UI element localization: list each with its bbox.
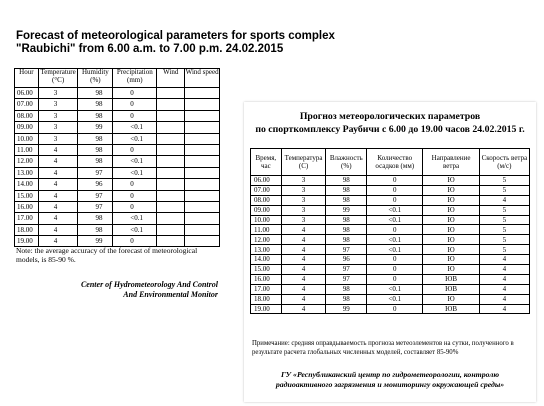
- table-row: [15, 133, 220, 144]
- table-cell: Ю: [423, 294, 479, 304]
- table-row: [251, 205, 530, 215]
- table-cell: 18.00: [15, 224, 39, 235]
- russian-table-body: [251, 176, 530, 314]
- russian-forecast-table: [250, 148, 530, 314]
- table-cell: [185, 144, 220, 155]
- table-cell: [157, 122, 185, 133]
- table-cell: [185, 122, 220, 133]
- table-cell: 4: [479, 284, 529, 294]
- table-row: [15, 224, 220, 235]
- table-cell: 97: [78, 201, 113, 212]
- table-cell: 3: [281, 205, 326, 215]
- table-cell: 4: [38, 201, 78, 212]
- table-cell: 0: [367, 255, 423, 265]
- table-cell: 4: [479, 294, 529, 304]
- table-row: [251, 284, 530, 294]
- table-cell: [157, 88, 185, 99]
- table-cell: 3: [281, 195, 326, 205]
- table-cell: 5: [479, 185, 529, 195]
- table-cell: 0: [113, 88, 157, 99]
- table-cell: 3: [281, 185, 326, 195]
- english-organization: Center of Hydrometeorology And Control And Environmental Monitor: [80, 280, 218, 299]
- table-cell: 4: [38, 179, 78, 190]
- english-forecast-table: [14, 68, 220, 247]
- header-temperature: Temperature (°C): [38, 69, 78, 88]
- table-row: [251, 245, 530, 255]
- table-cell: 5: [479, 215, 529, 225]
- table-cell: [157, 99, 185, 110]
- table-cell: 97: [78, 167, 113, 178]
- table-cell: 5: [479, 235, 529, 245]
- table-cell: [185, 213, 220, 224]
- table-cell: 99: [326, 304, 367, 314]
- table-cell: [185, 99, 220, 110]
- table-cell: 0: [113, 179, 157, 190]
- table-cell: 07.00: [251, 185, 282, 195]
- table-cell: 0: [367, 176, 423, 186]
- table-cell: <0.1: [367, 215, 423, 225]
- header-humidity: Влажность (%): [326, 149, 367, 176]
- table-row: [15, 201, 220, 212]
- table-cell: 96: [326, 255, 367, 265]
- table-cell: 3: [38, 133, 78, 144]
- table-header-row: [251, 149, 530, 176]
- table-cell: 97: [326, 274, 367, 284]
- table-row: [15, 156, 220, 167]
- russian-title: Прогноз метеорологических параметров по спорткомплексу Раубичи с 6.00 до 19.00 часов 24.02.2015 г.: [255, 111, 525, 135]
- table-cell: [185, 88, 220, 99]
- table-cell: 98: [78, 144, 113, 155]
- header-wind-speed: Wind speed: [185, 69, 220, 88]
- table-row: [251, 215, 530, 225]
- table-cell: [157, 201, 185, 212]
- table-cell: 4: [38, 224, 78, 235]
- table-cell: 4: [281, 225, 326, 235]
- table-cell: 98: [326, 225, 367, 235]
- table-cell: 98: [326, 176, 367, 186]
- table-cell: [185, 179, 220, 190]
- table-cell: 0: [113, 110, 157, 121]
- table-cell: 0: [113, 190, 157, 201]
- english-title: Forecast of meteorological parameters for sports complex "Raubichi" from 6.00 a.m. to 7.00 p.m. 24.02.2015: [16, 30, 335, 55]
- header-wind-speed: Скорость ветра (м/с): [479, 149, 529, 176]
- table-cell: 0: [367, 185, 423, 195]
- table-cell: 4: [281, 255, 326, 265]
- table-row: [251, 294, 530, 304]
- table-cell: <0.1: [367, 245, 423, 255]
- table-cell: 4: [281, 235, 326, 245]
- table-cell: [157, 213, 185, 224]
- table-cell: 09.00: [251, 205, 282, 215]
- table-cell: 4: [38, 236, 78, 247]
- table-cell: 06.00: [251, 176, 282, 186]
- table-cell: Ю: [423, 195, 479, 205]
- table-row: [15, 179, 220, 190]
- table-cell: 4: [479, 274, 529, 284]
- table-cell: 0: [113, 236, 157, 247]
- table-cell: 4: [479, 255, 529, 265]
- table-cell: 16.00: [251, 274, 282, 284]
- table-cell: 3: [38, 110, 78, 121]
- table-row: [251, 304, 530, 314]
- table-cell: [157, 156, 185, 167]
- table-cell: <0.1: [113, 213, 157, 224]
- header-hour: Hour: [15, 69, 39, 88]
- table-cell: 12.00: [15, 156, 39, 167]
- table-cell: 99: [78, 236, 113, 247]
- table-cell: 0: [367, 195, 423, 205]
- table-cell: 19.00: [251, 304, 282, 314]
- table-cell: 4: [479, 195, 529, 205]
- table-cell: 0: [367, 225, 423, 235]
- table-cell: [185, 224, 220, 235]
- table-cell: 09.00: [15, 122, 39, 133]
- table-cell: 0: [367, 274, 423, 284]
- table-cell: 11.00: [251, 225, 282, 235]
- table-cell: 98: [78, 156, 113, 167]
- header-humidity: Humidity (%): [78, 69, 113, 88]
- table-row: [15, 167, 220, 178]
- table-cell: 98: [78, 224, 113, 235]
- table-cell: 4: [281, 284, 326, 294]
- table-cell: 96: [78, 179, 113, 190]
- table-row: [251, 195, 530, 205]
- table-cell: 4: [281, 304, 326, 314]
- table-cell: <0.1: [367, 235, 423, 245]
- table-cell: 19.00: [15, 236, 39, 247]
- table-cell: ЮВ: [423, 274, 479, 284]
- table-cell: 98: [78, 110, 113, 121]
- table-cell: 98: [78, 213, 113, 224]
- table-cell: Ю: [423, 235, 479, 245]
- table-cell: 3: [38, 99, 78, 110]
- table-cell: Ю: [423, 255, 479, 265]
- table-cell: Ю: [423, 176, 479, 186]
- table-cell: 99: [78, 122, 113, 133]
- table-row: [15, 144, 220, 155]
- table-row: [251, 235, 530, 245]
- header-temperature: Температура (С): [281, 149, 326, 176]
- table-cell: 0: [113, 201, 157, 212]
- table-cell: Ю: [423, 215, 479, 225]
- table-cell: 14.00: [15, 179, 39, 190]
- table-cell: 5: [479, 176, 529, 186]
- table-cell: 15.00: [251, 265, 282, 275]
- table-cell: [185, 167, 220, 178]
- table-cell: [185, 190, 220, 201]
- table-cell: 98: [326, 195, 367, 205]
- table-cell: Ю: [423, 185, 479, 195]
- table-cell: 98: [326, 215, 367, 225]
- table-cell: <0.1: [367, 205, 423, 215]
- table-cell: 06.00: [15, 88, 39, 99]
- header-precipitation: Количество осадков (мм): [367, 149, 423, 176]
- table-cell: 13.00: [251, 245, 282, 255]
- table-cell: 17.00: [15, 213, 39, 224]
- table-cell: 4: [479, 265, 529, 275]
- header-wind: Wind: [157, 69, 185, 88]
- table-cell: [157, 110, 185, 121]
- table-cell: ЮВ: [423, 304, 479, 314]
- table-cell: <0.1: [367, 284, 423, 294]
- table-header-row: [15, 69, 220, 88]
- table-row: [251, 176, 530, 186]
- header-time: Время, час: [251, 149, 282, 176]
- table-cell: 18.00: [251, 294, 282, 304]
- table-cell: 13.00: [15, 167, 39, 178]
- table-cell: 4: [38, 156, 78, 167]
- table-cell: 0: [367, 265, 423, 275]
- table-cell: 16.00: [15, 201, 39, 212]
- table-cell: <0.1: [113, 133, 157, 144]
- table-row: [15, 213, 220, 224]
- russian-organization: ГУ «Республиканский центр по гидрометеорологии, контролю радиоактивного загрязнения и мониторингу окружающей среды»: [275, 370, 505, 389]
- header-precipitation: Precipitation (mm): [113, 69, 157, 88]
- table-cell: 98: [78, 88, 113, 99]
- table-cell: [185, 133, 220, 144]
- table-row: [251, 255, 530, 265]
- table-cell: 97: [326, 265, 367, 275]
- table-cell: Ю: [423, 245, 479, 255]
- table-cell: Ю: [423, 225, 479, 235]
- table-cell: [185, 201, 220, 212]
- table-cell: 08.00: [15, 110, 39, 121]
- table-cell: [157, 190, 185, 201]
- table-cell: [185, 110, 220, 121]
- table-cell: 10.00: [15, 133, 39, 144]
- table-cell: 0: [113, 144, 157, 155]
- table-row: [15, 110, 220, 121]
- table-cell: Ю: [423, 205, 479, 215]
- header-wind-direction: Направление ветра: [423, 149, 479, 176]
- table-cell: 10.00: [251, 215, 282, 225]
- english-table-body: [15, 88, 220, 247]
- table-cell: 5: [479, 225, 529, 235]
- table-row: [251, 265, 530, 275]
- table-cell: 0: [367, 304, 423, 314]
- table-cell: 4: [38, 167, 78, 178]
- table-cell: 5: [479, 205, 529, 215]
- table-cell: 11.00: [15, 144, 39, 155]
- table-cell: 3: [281, 215, 326, 225]
- table-cell: 3: [281, 176, 326, 186]
- table-cell: 4: [281, 274, 326, 284]
- table-cell: 08.00: [251, 195, 282, 205]
- table-cell: 97: [78, 190, 113, 201]
- table-cell: <0.1: [367, 294, 423, 304]
- table-cell: <0.1: [113, 224, 157, 235]
- table-cell: [157, 133, 185, 144]
- table-cell: 98: [326, 235, 367, 245]
- table-cell: ЮВ: [423, 284, 479, 294]
- table-cell: 0: [113, 99, 157, 110]
- table-cell: [157, 144, 185, 155]
- table-cell: 97: [326, 245, 367, 255]
- table-row: [251, 225, 530, 235]
- table-cell: [157, 179, 185, 190]
- table-cell: 17.00: [251, 284, 282, 294]
- table-cell: 07.00: [15, 99, 39, 110]
- table-cell: 98: [78, 133, 113, 144]
- table-cell: 3: [38, 122, 78, 133]
- table-row: [251, 185, 530, 195]
- table-cell: 4: [281, 294, 326, 304]
- table-cell: [185, 156, 220, 167]
- russian-forecast-sheet: [244, 102, 536, 402]
- table-cell: <0.1: [113, 156, 157, 167]
- table-cell: 4: [281, 245, 326, 255]
- table-cell: 4: [281, 265, 326, 275]
- table-cell: 12.00: [251, 235, 282, 245]
- table-cell: 4: [38, 144, 78, 155]
- table-cell: <0.1: [113, 122, 157, 133]
- table-cell: 4: [479, 304, 529, 314]
- table-cell: [157, 224, 185, 235]
- table-cell: 98: [326, 294, 367, 304]
- table-cell: 3: [38, 88, 78, 99]
- table-row: [15, 122, 220, 133]
- table-cell: 98: [326, 284, 367, 294]
- table-cell: 4: [38, 190, 78, 201]
- table-cell: 98: [78, 99, 113, 110]
- table-cell: Ю: [423, 265, 479, 275]
- table-row: [15, 99, 220, 110]
- table-row: [251, 274, 530, 284]
- table-cell: [157, 167, 185, 178]
- table-cell: 5: [479, 245, 529, 255]
- table-row: [15, 190, 220, 201]
- table-cell: 15.00: [15, 190, 39, 201]
- table-row: [15, 88, 220, 99]
- table-cell: <0.1: [113, 167, 157, 178]
- english-note: Note: the average accuracy of the forecast of meteorological models, is 85-90 %.: [16, 246, 198, 264]
- russian-note: Примечание: средняя оправдываемость прогноза метеоэлементов на сутки, полученного в результате расчета глобальных численных моделей, составляет 85-90%: [252, 340, 514, 356]
- table-cell: 98: [326, 185, 367, 195]
- table-cell: 14.00: [251, 255, 282, 265]
- table-cell: 4: [38, 213, 78, 224]
- table-cell: 99: [326, 205, 367, 215]
